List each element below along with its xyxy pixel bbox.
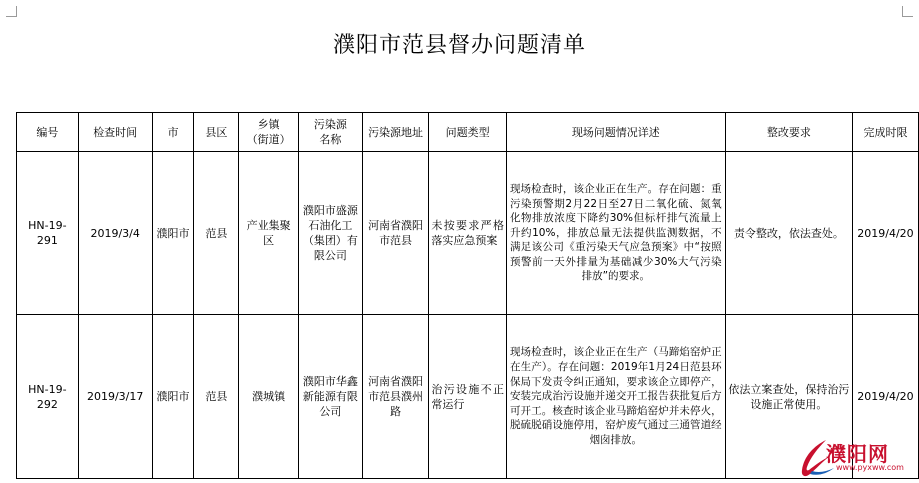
cell-type: 未按要求严格落实应急预案 — [429, 152, 507, 315]
cell-deadline: 2019/4/20 — [852, 152, 918, 315]
cell-county: 范县 — [194, 152, 239, 315]
cell-deadline: 2019/4/20 — [852, 315, 918, 479]
header-date: 检查时间 — [78, 113, 152, 152]
cell-date: 2019/3/4 — [78, 152, 152, 315]
cell-city: 濮阳市 — [152, 152, 194, 315]
header-row — [17, 113, 919, 152]
cell-requirement: 责令整改，依法查处。 — [725, 152, 852, 315]
cell-requirement: 依法立案查处，保持治污设施正常使用。 — [725, 315, 852, 479]
watermark-name: 濮阳网 — [826, 442, 889, 466]
cell-date: 2019/3/17 — [78, 315, 152, 479]
cell-type: 治污设施不正常运行 — [429, 315, 507, 479]
header-type: 问题类型 — [429, 113, 507, 152]
cell-id: HN-19-292 — [17, 315, 79, 479]
page-title: 濮阳市范县督办问题清单 — [332, 33, 586, 58]
table-row — [17, 315, 919, 479]
header-deadline: 完成时限 — [852, 113, 918, 152]
table-row — [17, 152, 919, 315]
header-id: 编号 — [17, 113, 79, 152]
cell-detail: 现场检查时，该企业正在生产（马蹄焰窑炉正在生产）。存在问题：2019年1月24日范县环保局下发责令纠正通知，要求该企立即停产，安装完成治污设施并递交开工报告获批复后方可开工。核查时该企业马蹄焰窑炉并未停火，脱硫脱硝设施停用，窑炉废气通过三通管道经烟囱排放。 — [506, 315, 725, 479]
page-corner-mark — [6, 6, 17, 17]
cell-source: 濮阳市华鑫新能源有限公司 — [299, 315, 363, 479]
header-city: 市 — [152, 113, 194, 152]
cell-source: 濮阳市盛源石油化工（集团）有限公司 — [299, 152, 363, 315]
cell-county: 范县 — [194, 315, 239, 479]
header-source: 污染源 名称 — [299, 113, 363, 152]
header-detail: 现场问题情况详述 — [506, 113, 725, 152]
cell-town: 产业集聚区 — [239, 152, 299, 315]
cell-address: 河南省濮阳市范县濮州路 — [362, 315, 429, 479]
cell-id: HN-19-291 — [17, 152, 79, 315]
cell-detail: 现场检查时，该企业正在生产。存在问题：重污染预警期2月22日至27日二氧化硫、氮氧化物排放浓度下降约30%但标杆排气流量上升约10%，排放总量无法提供监测数据，不满足该公司《重污染天气应急预案》中“按照预警前一天外排量为基础减少30%大气污染排放”的要求。 — [506, 152, 725, 315]
page-corner-mark — [902, 6, 913, 17]
header-address: 污染源地址 — [362, 113, 429, 152]
cell-town: 濮城镇 — [239, 315, 299, 479]
cell-city: 濮阳市 — [152, 315, 194, 479]
header-requirement: 整改要求 — [725, 113, 852, 152]
cell-address: 河南省濮阳市范县 — [362, 152, 429, 315]
issue-table — [16, 112, 919, 479]
header-county: 县区 — [194, 113, 239, 152]
watermark-logo — [796, 436, 916, 480]
header-town: 乡镇 （街道） — [239, 113, 299, 152]
watermark-url: www.pyxww.com — [836, 463, 904, 472]
